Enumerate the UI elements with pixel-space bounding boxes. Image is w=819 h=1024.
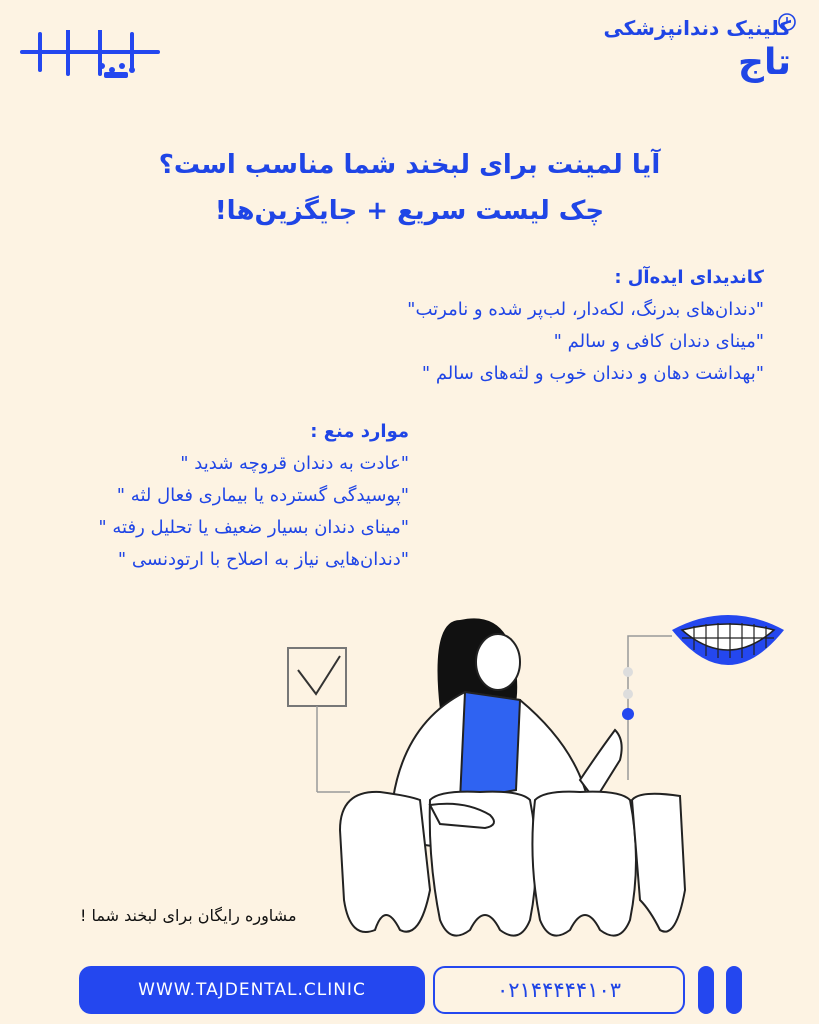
list-item: "بهداشت دهان و دندان خوب و لثه‌های سالم " [421,363,764,384]
clinic-name-small: کلینیک دندانپزشکی [603,16,791,40]
candidates-section [407,262,764,390]
headline-line-2: چک لیست سریع + جایگزین‌ها! [214,196,605,226]
teeth-row-icon [340,792,685,936]
list-item: "دندان‌های بدرنگ، لکه‌دار، لب‌پر شده و نامرتب" [407,299,764,320]
decor-pill-right [726,966,742,1014]
consult-text: مشاوره رایگان برای لبخند شما ! [80,906,297,925]
headline [0,142,819,234]
website-link-button[interactable]: WWW.TAJDENTAL.CLINIC [79,966,425,1014]
list-item: "مینای دندان کافی و سالم " [553,331,764,352]
clinic-name-big: تاج [738,42,791,83]
list-item: "مینای دندان بسیار ضعیف یا تحلیل رفته " [98,517,409,538]
checkbox-card-icon [288,648,350,792]
candidates-title: کاندیدای ایده‌آل : [614,267,764,288]
list-item: "پوسیدگی گسترده یا بیماری فعال لثه " [116,485,409,506]
phone-number-button[interactable]: ۰۲۱۴۴۴۴۴۱۰۳ [433,966,685,1014]
decor-pill-left [698,966,714,1014]
smile-icon [672,615,784,665]
headline-line-1: آیا لمینت برای لبخند شما مناسب است؟ [158,150,661,180]
contraindications-section [98,416,409,576]
contraindications-title: موارد منع : [310,421,409,442]
teeth-logo-icon [20,30,160,82]
dentist-illustration [280,600,800,960]
list-item: "دندان‌هایی نیاز به اصلاح با ارتودنسی " [117,549,409,570]
list-item: "عادت به دندان قروچه شدید " [180,453,409,474]
clinic-brand [603,16,791,83]
